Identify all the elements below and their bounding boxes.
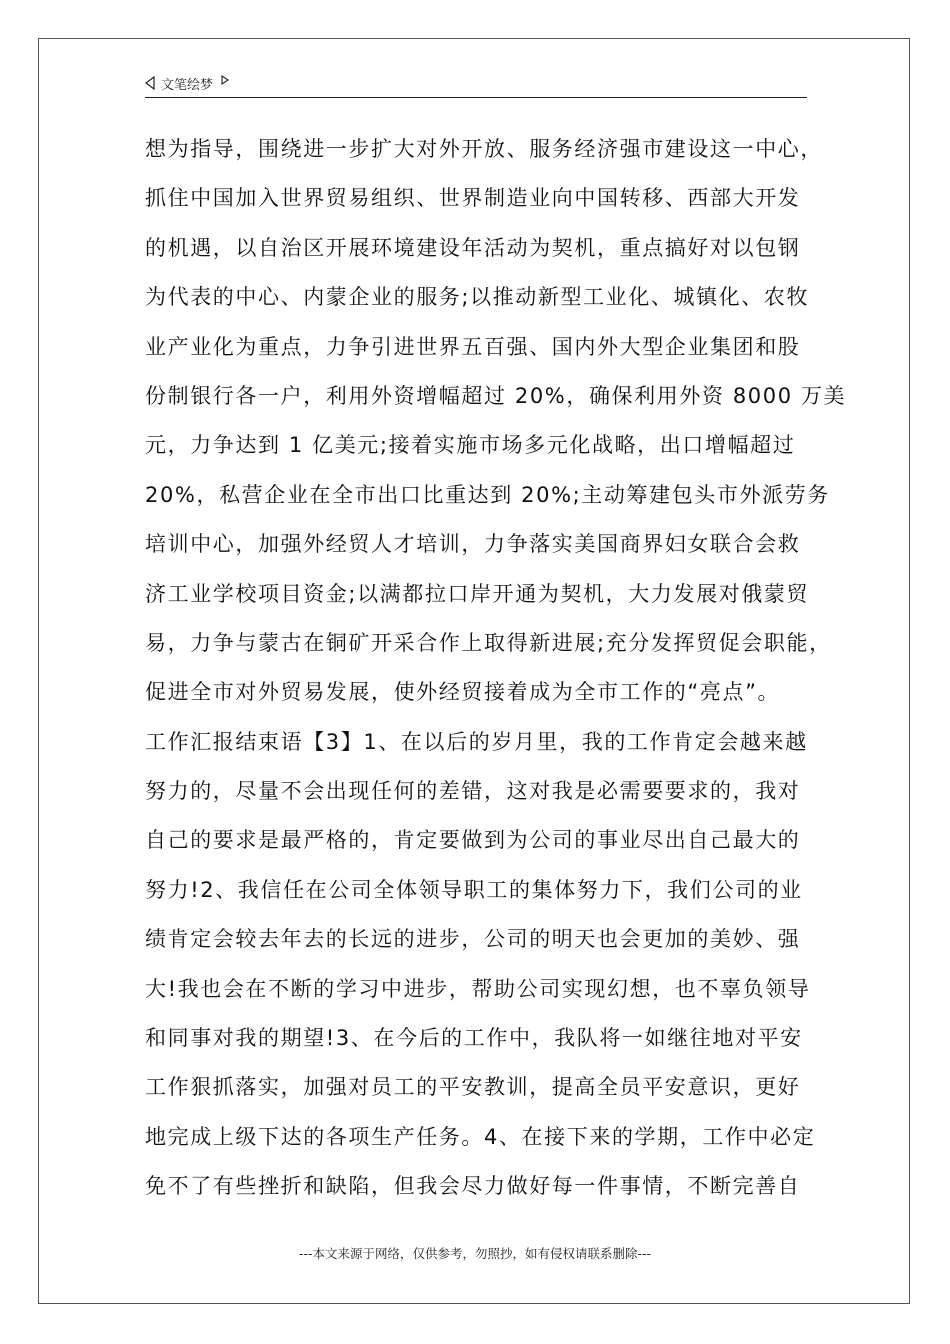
body-line: 努力!2、我信任在公司全体领导职工的集体努力下，我们公司的业 — [145, 877, 803, 902]
body-line: 20%，私营企业在全市出口比重达到 20%;主动筹建包头市外派劳务 — [145, 482, 830, 507]
body-line: 和同事对我的期望!3、在今后的工作中，我队将一如继往地对平安 — [145, 1026, 803, 1051]
body-line: 大!我也会在不断的学习中进步，帮助公司实现幻想，也不辜负领导 — [145, 976, 811, 1001]
body-line: 业产业化为重点，力争引进世界五百强、国内外大型企业集团和股 — [145, 334, 801, 359]
header-title: 文笔绘梦 — [161, 77, 214, 93]
page-header — [145, 72, 807, 98]
document-body — [145, 125, 847, 1212]
body-line: 努力的，尽量不会出现任何的差错，这对我是必需要要求的，我对 — [145, 779, 801, 804]
body-line: 地完成上级下达的各项生产任务。4、在接下来的学期，工作中必定 — [145, 1124, 816, 1149]
body-line: 为代表的中心、内蒙企业的服务;以推动新型工业化、城镇化、农牧 — [145, 285, 810, 310]
body-line: 易，力争与蒙古在铜矿开采合作上取得新进展;充分发挥贸促会职能， — [145, 630, 832, 655]
triangle-left-icon — [145, 76, 155, 90]
body-line: 培训中心，加强外经贸人才培训，力争落实美国商界妇女联合会救 — [145, 532, 801, 557]
body-line: 抓住中国加入世界贸易组织、世界制造业向中国转移、西部大开发 — [145, 186, 801, 211]
body-line: 工作狠抓落实，加强对员工的平安教训，提高全员平安意识，更好 — [145, 1075, 801, 1100]
body-line: 济工业学校项目资金;以满都拉口岸开通为契机，大力发展对俄蒙贸 — [145, 581, 810, 606]
body-line: 元，力争达到 1 亿美元;接着实施市场多元化战略，出口增幅超过 — [145, 433, 796, 458]
body-line: 促进全市对外贸易发展，使外经贸接着成为全市工作的“亮点”。 — [145, 680, 781, 705]
body-line: 的机遇，以自治区开展环境建设年活动为契机，重点搞好对以包钢 — [145, 235, 801, 260]
body-line: 份制银行各一户，利用外资增幅超过 20%，确保利用外资 8000 万美 — [145, 383, 847, 408]
page-footer: ---本文来源于网络，仅供参考，勿照抄，如有侵权请联系删除--- — [298, 1246, 652, 1261]
body-line: 免不了有些挫折和缺陷，但我会尽力做好每一件事情，不断完善自 — [145, 1174, 801, 1199]
body-line: 想为指导，围绕进一步扩大对外开放、服务经济强市建设这一中心， — [145, 137, 823, 161]
body-line: 工作汇报结束语【3】1、在以后的岁月里，我的工作肯定会越来越 — [145, 729, 808, 754]
body-line: 自己的要求是最严格的，肯定要做到为公司的事业尽出自己最大的 — [145, 828, 801, 853]
triangle-right-icon — [221, 75, 229, 85]
body-line: 绩肯定会较去年去的长远的进步，公司的明天也会更加的美妙、强 — [145, 927, 801, 952]
